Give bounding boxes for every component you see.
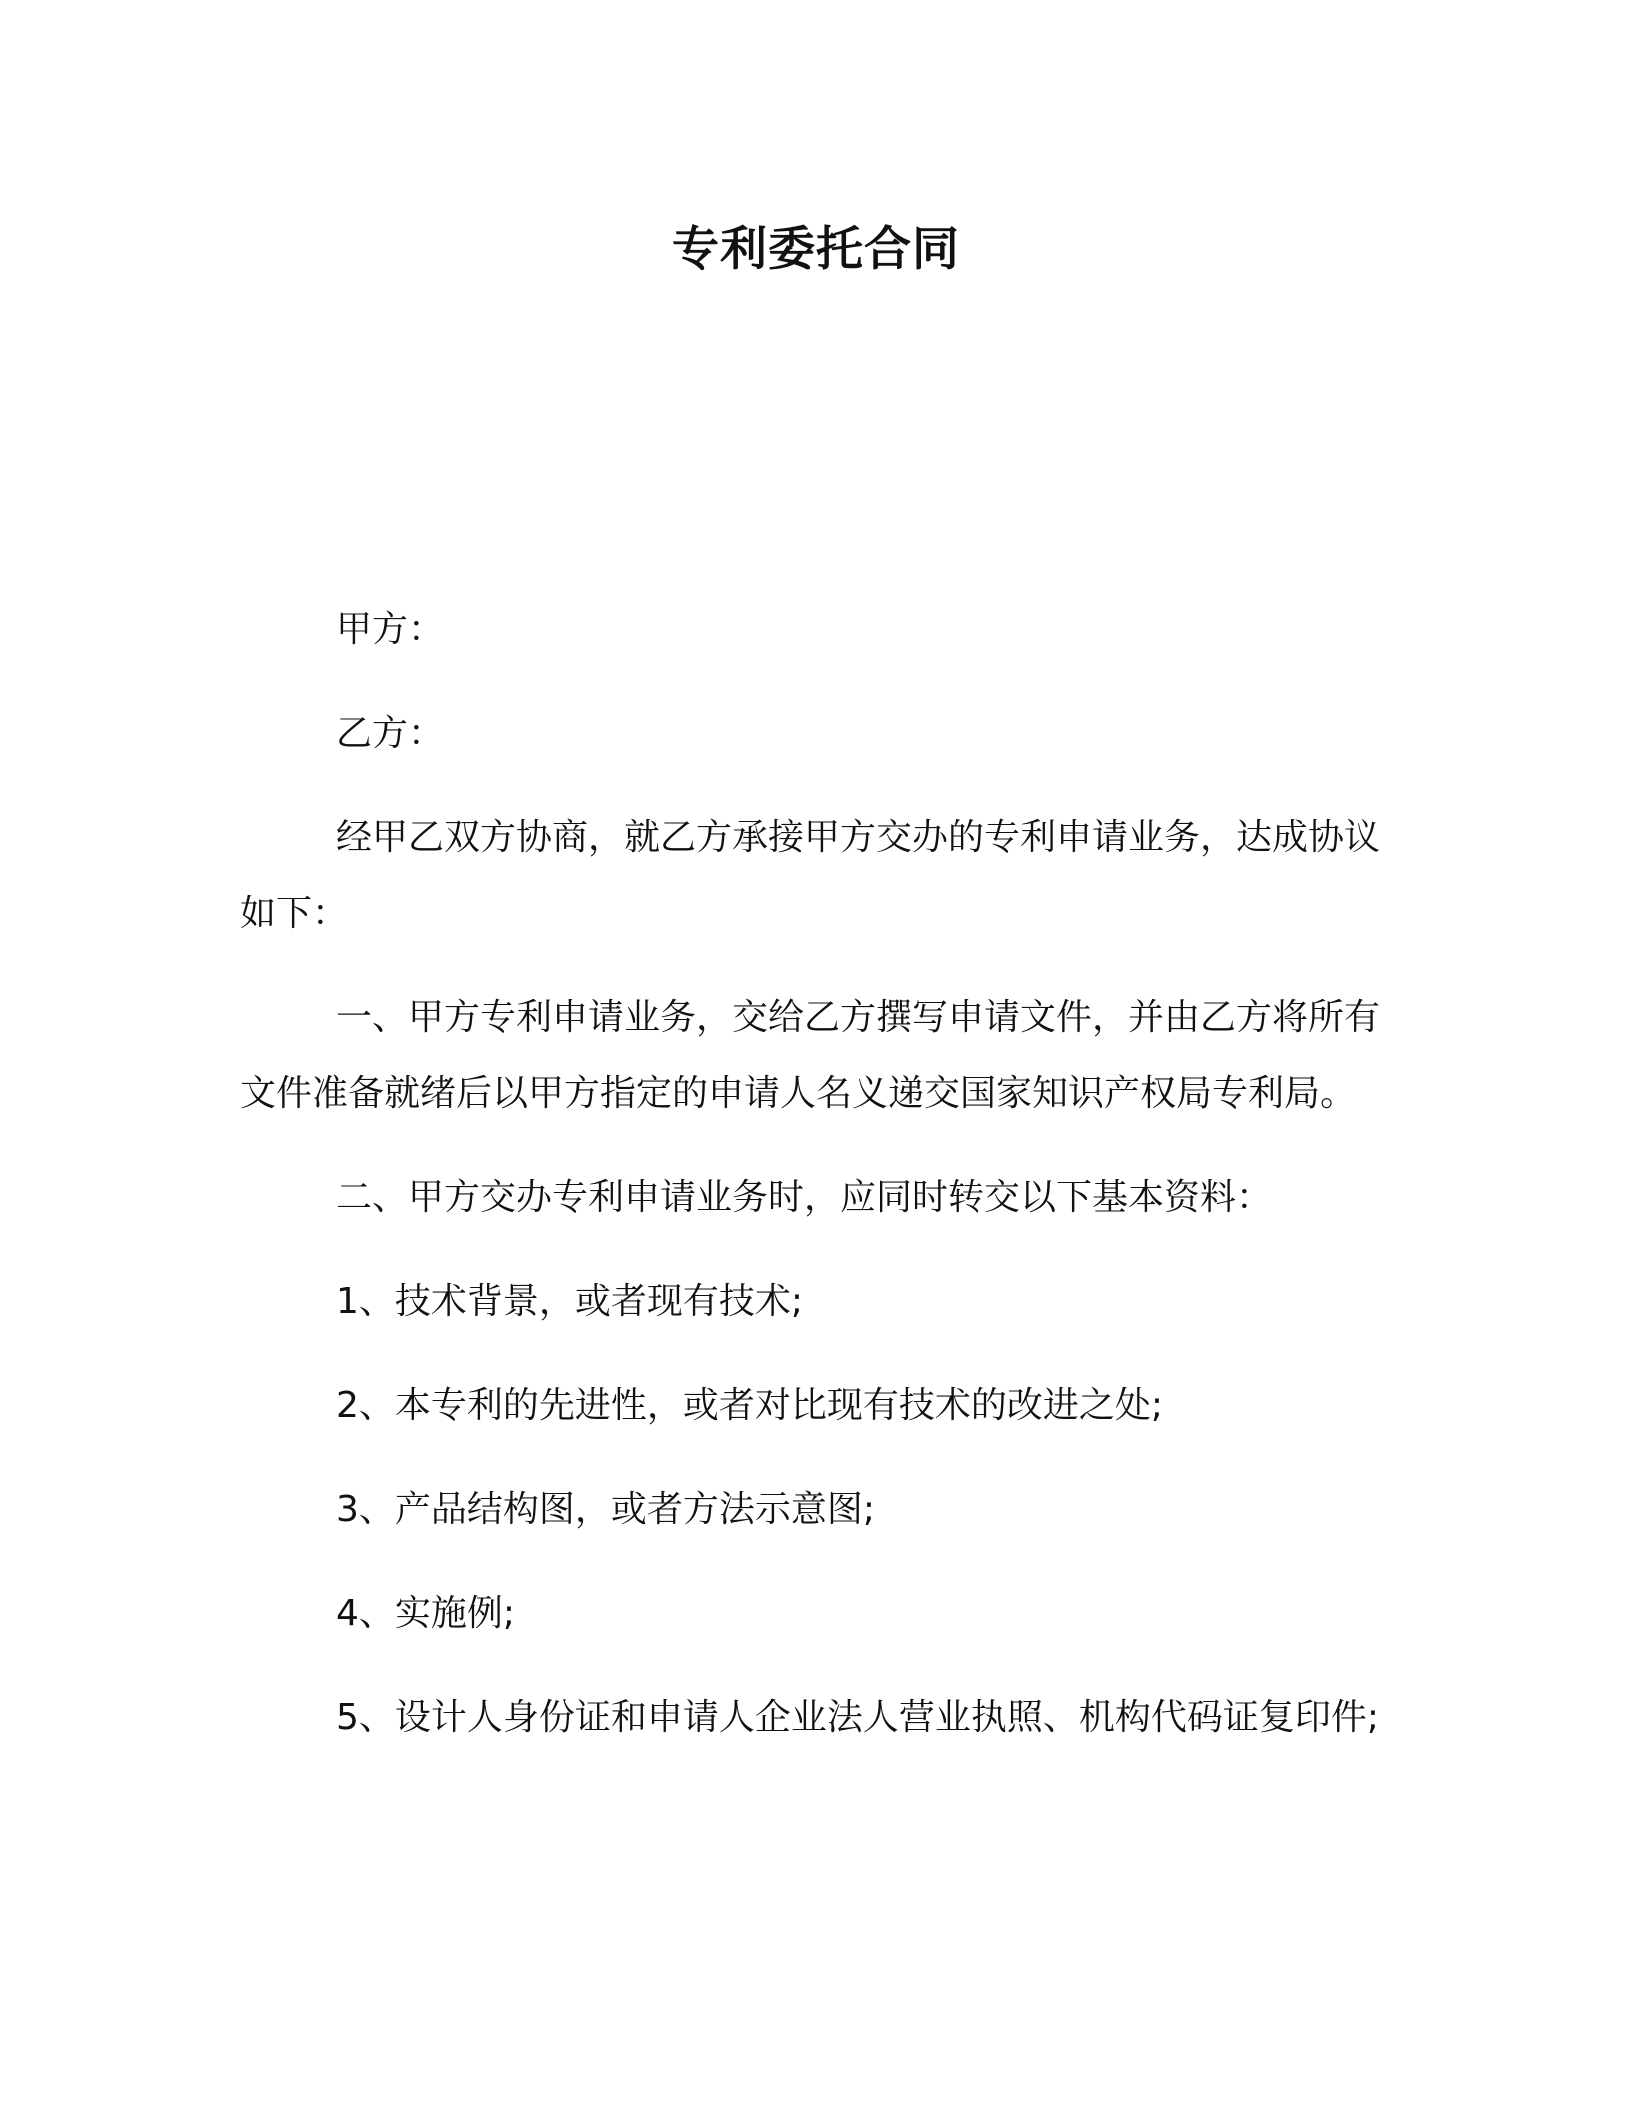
material-item-5: 5、设计人身份证和申请人企业法人营业执照、机构代码证复印件;: [336, 1697, 1380, 1738]
material-item-4: 4、实施例;: [336, 1593, 516, 1634]
document-title: 专利委托合同: [672, 222, 960, 277]
clause-two-paragraph: 二、甲方交办专利申请业务时，应同时转交以下基本资料：: [336, 1177, 1273, 1218]
clause-one-paragraph: 一、甲方专利申请业务，交给乙方撰写申请文件，并由乙方将所有文件准备就绪后以甲方指定的申请人名义递交国家知识产权局专利局。: [240, 997, 1381, 1114]
party-b-line: 乙方：: [336, 713, 445, 754]
party-a-line: 甲方：: [336, 609, 445, 650]
material-item-3: 3、产品结构图，或者方法示意图;: [336, 1489, 876, 1530]
material-item-1: 1、技术背景，或者现有技术;: [336, 1281, 804, 1322]
document-body: [240, 592, 1380, 1784]
preamble-paragraph: 经甲乙双方协商，就乙方承接甲方交办的专利申请业务，达成协议如下：: [240, 817, 1381, 934]
material-item-2: 2、本专利的先进性，或者对比现有技术的改进之处;: [336, 1385, 1164, 1426]
